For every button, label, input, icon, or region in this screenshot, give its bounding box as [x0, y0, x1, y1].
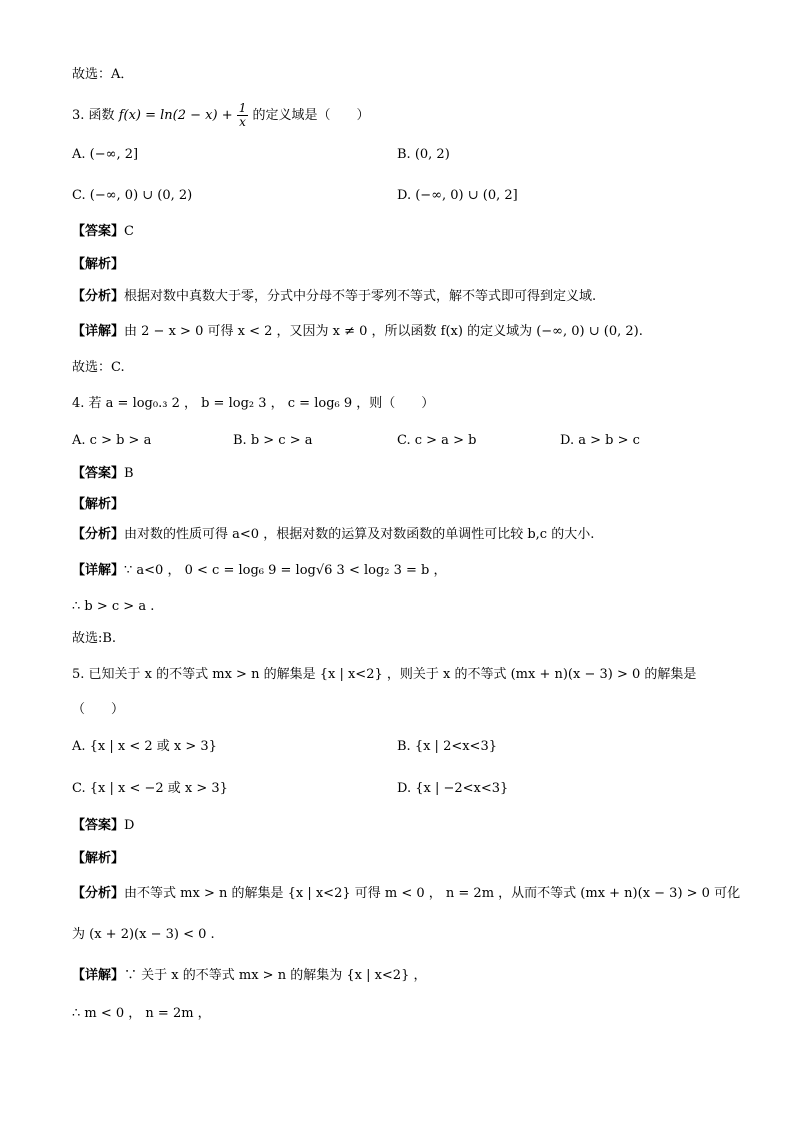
analysis-text: 【分析】根据对数中真数大于零，分式中分母不等于零列不等式，解不等式即可得到定义域.	[72, 289, 597, 304]
option-a: A. c > b > a	[72, 433, 152, 448]
analysis-text: 【分析】由不等式 mx > n 的解集是 {x | x<2} 可得 m < 0 ， n = 2m ，从而不等式 (mx + n)(x − 3) > 0 可化	[72, 886, 741, 901]
option-c: C. (−∞, 0) ∪ (0, 2)	[72, 188, 193, 203]
option-c: C. c > a > b	[397, 433, 477, 448]
option-c: C. {x | x < −2 或 x > 3}	[72, 781, 228, 796]
question-4: 4. 若 a = log₀.₃ 2 ， b = log₂ 3 ， c = log₆ 9 ，则（ ）	[72, 396, 435, 411]
answer-row: 【答案】B	[72, 466, 134, 481]
detail-text-cont: ∴ m < 0 ， n = 2m ，	[72, 1006, 211, 1021]
option-a: A. {x | x < 2 或 x > 3}	[72, 739, 217, 754]
detail-text: 【详解】∵ a<0 ， 0 < c = log₆ 9 = log√6 3 < log₂ 3 = b ，	[72, 563, 447, 578]
option-b: B. b > c > a	[233, 433, 313, 448]
analysis-heading: 【解析】	[72, 257, 125, 272]
answer-row: 【答案】D	[72, 818, 135, 833]
detail-text: 【详解】∵ 关于 x 的不等式 mx > n 的解集为 {x | x<2} ，	[72, 968, 427, 983]
option-a: A. (−∞, 2]	[72, 147, 139, 162]
question-paren: （ ）	[72, 702, 125, 717]
question-3: 3. 函数 f(x) = ln(2 − x) + $\frac{1}{x}$ 的定义域是（ ）	[72, 101, 370, 129]
answer-line: 故选：A．	[72, 67, 134, 82]
answer-row: 【答案】C	[72, 224, 134, 239]
option-d: D. {x | −2<x<3}	[397, 781, 509, 796]
analysis-heading: 【解析】	[72, 497, 125, 512]
conclusion-line: ∴ b > c > a .	[72, 599, 155, 614]
analysis-text-cont: 为 (x + 2)(x − 3) < 0 .	[72, 927, 215, 942]
fraction: $\frac{1}{x}$	[238, 101, 247, 129]
analysis-text: 【分析】由对数的性质可得 a<0 ，根据对数的运算及对数函数的单调性可比较 b,c 的大小.	[72, 527, 595, 542]
function-expression: f(x) = ln(2 − x) +	[118, 108, 233, 123]
choice-line: 故选：C.	[72, 360, 125, 375]
detail-text: 【详解】由 2 − x > 0 可得 x < 2 ，又因为 x ≠ 0 ，所以函数 f(x) 的定义域为 (−∞, 0) ∪ (0, 2).	[72, 324, 643, 339]
option-d: D. (−∞, 0) ∪ (0, 2]	[397, 188, 518, 203]
option-d: D. a > b > c	[560, 433, 640, 448]
option-b: B. {x | 2<x<3}	[397, 739, 497, 754]
option-b: B. (0, 2)	[397, 147, 450, 162]
analysis-heading: 【解析】	[72, 851, 125, 866]
choice-line: 故选:B.	[72, 631, 117, 646]
question-5: 5. 已知关于 x 的不等式 mx > n 的解集是 {x | x<2} ，则关于 x 的不等式 (mx + n)(x − 3) > 0 的解集是	[72, 667, 697, 682]
